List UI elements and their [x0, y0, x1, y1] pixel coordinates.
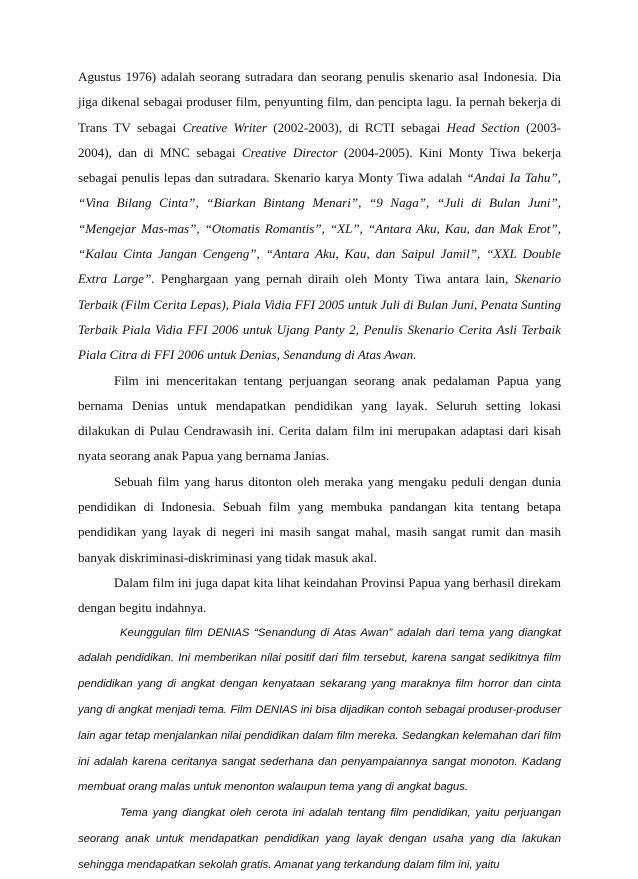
paragraph-social-issue: Sebuah film yang harus ditonton oleh meraka yang mengaku peduli dengan dunia pendidikan di Indonesia. Sebuah film yang membuka pandangan kita tentang betapa pendidikan yang layak di negeri ini masih sangat mahal, masih sangat rumit dan masih banyak diskriminasi-diskriminasi yang tidak masuk akal. — [78, 473, 561, 565]
document-body — [78, 64, 562, 871]
text-run: Penghargaan yang pernah diraih oleh Monty Tiwa antara lain, — [154, 271, 515, 287]
text-run-italic: Creative Director — [241, 144, 338, 160]
text-run: (2003-2004), dan di MNC sebagai — [78, 119, 561, 160]
paragraph-papua: Dalam film ini juga dapat kita lihat keindahan Provinsi Papua yang berhasil direkam dengan begitu indahnya. — [78, 574, 561, 616]
paragraph-bio — [78, 64, 561, 368]
text-run: (2002-2003), di RCTI sebagai — [266, 119, 447, 135]
text-run-italic: Creative Writer — [182, 119, 267, 135]
text-run-italic: “Andai Ia Tahu”, “Vina Bilang Cinta”, “Biarkan Bintang Menari”, “9 Naga”, “Juli di Bulan Juni”, “Mengejar Mas-mas”, “Otomatis Romantis”, “XL”, “Antara Aku, Kau, dan Mak Erot”, “Kalau Cinta Jangan Cengeng”, “Antara Aku, Kau, dan Saipul Jamil”, “XXL Double Extra Large”. — [78, 170, 561, 287]
paragraph-theme: Tema yang diangkat oleh cerota ini adalah tentang film pendidikan, yaitu perjuangan seorang anak untuk mendapatkan pendidikan yang layak dengan usaha yang dia lakukan sehingga mendapatkan sekolah gratis. Amanat yang terkandung dalam film ini, yaitu — [78, 807, 561, 871]
paragraph-synopsis: Film ini menceritakan tentang perjuangan seorang anak pedalaman Papua yang bernama Denias untuk mendapatkan pendidikan yang layak. Seluruh setting lokasi dilakukan di Pulau Cendrawasih ini. Cerita dalam film ini merupakan adaptasi dari kisah nyata seorang anak Papua yang bernama Janias. — [78, 372, 561, 464]
paragraph-strengths: Keunggulan film DENIAS “Senandung di Atas Awan” adalah dari tema yang diangkat adalah pendidikan. Ini memberikan nilai positif dari film tersebut, karena sangat sedikitnya film pendidikan yang di angkat dengan kenyataan sekarang yang maraknya film horror dan cinta yang di angkat menjadi tema. Film DENIAS ini bisa dijadikan contoh sebagai produser-produser lain agar tetap menjalankan nilai pendidikan dalam film mereka. Sedangkan kelemahan dari film ini adalah karena ceritanya sangat sederhana dan penyampaiannya sangat monoton. Kadang membuat orang malas untuk menonton walaupun tema yang di angkat bagus. — [78, 626, 561, 794]
text-run: (2004-2005). Kini Monty Tiwa bekerja sebagai penulis lepas dan sutradara. Skenario karya Monty Tiwa adalah — [78, 144, 562, 186]
text-run-italic: Head Section — [446, 119, 520, 135]
text-run: Agustus 1976) adalah seorang sutradara dan seorang penulis skenario asal Indonesia. Dia jiga dikenal sebagai produser film, penyunting film, dan pencipta lagu. Ia pernah bekerja di Trans TV sebagai — [78, 69, 561, 135]
paragraph-theme-wrapper — [78, 801, 561, 871]
text-run-italic: Skenario Terbaik (Film Cerita Lepas), Piala Vidia FFI 2005 untuk Juli di Bulan Juni, Penata Sunting Terbaik Piala Vidia FFI 2006 untuk Ujang Panty 2, Penulis Skenario Cerita Asli Terbaik Piala Citra di FFI 2006 untuk Denias, Senandung di Atas Awan. — [78, 271, 561, 363]
